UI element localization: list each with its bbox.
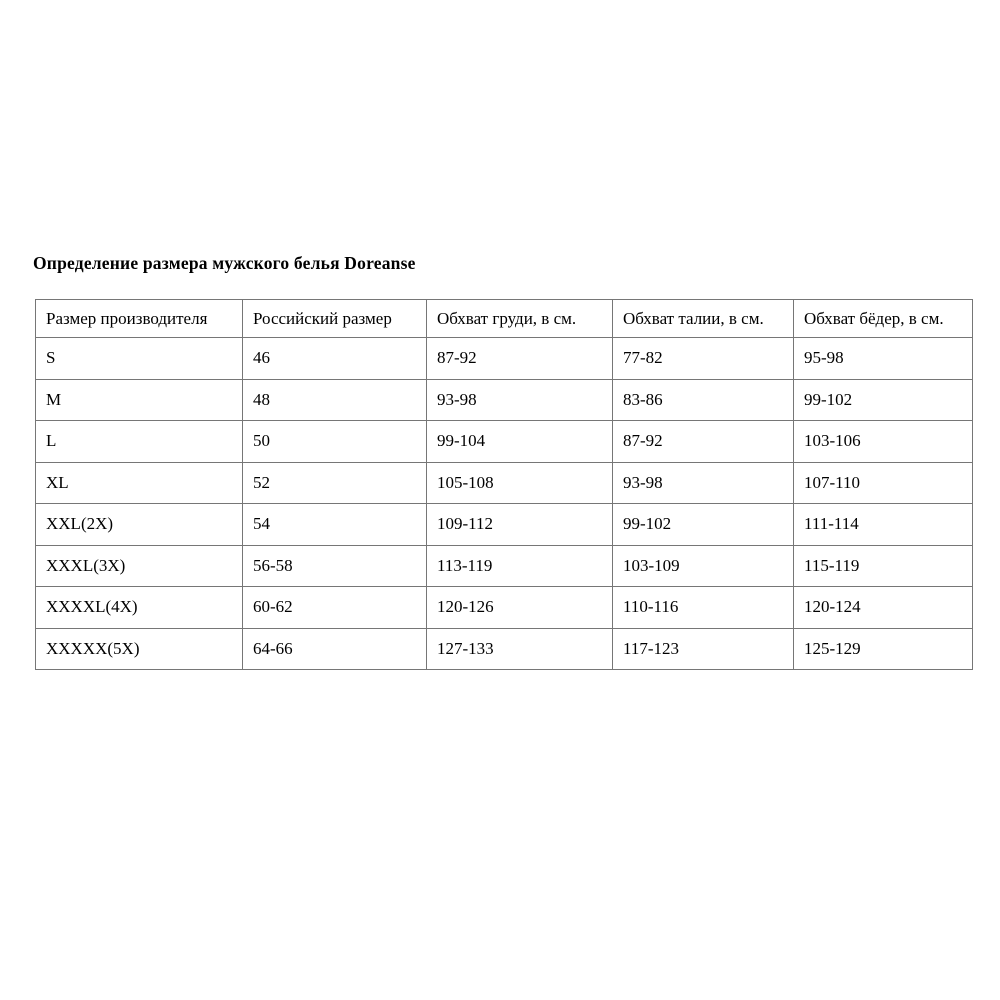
column-header-manufacturer-size: Размер производителя (36, 300, 243, 338)
table-row (36, 545, 973, 587)
page-title: Определение размера мужского белья Doreanse (33, 253, 416, 273)
cell-chest: 109-112 (427, 504, 613, 546)
cell-hips: 120-124 (794, 587, 973, 629)
cell-waist: 110-116 (613, 587, 794, 629)
cell-russian-size: 50 (243, 421, 427, 463)
cell-hips: 111-114 (794, 504, 973, 546)
cell-manufacturer-size: XXXXX(5X) (36, 628, 243, 670)
column-header-russian-size: Российский размер (243, 300, 427, 338)
table-header-row (36, 300, 973, 338)
cell-manufacturer-size: L (36, 421, 243, 463)
cell-manufacturer-size: M (36, 379, 243, 421)
cell-manufacturer-size: XXL(2X) (36, 504, 243, 546)
cell-chest: 120-126 (427, 587, 613, 629)
cell-waist: 93-98 (613, 462, 794, 504)
cell-hips: 103-106 (794, 421, 973, 463)
cell-russian-size: 54 (243, 504, 427, 546)
cell-manufacturer-size: XL (36, 462, 243, 504)
table-row (36, 379, 973, 421)
cell-russian-size: 46 (243, 338, 427, 380)
cell-waist: 117-123 (613, 628, 794, 670)
table-row (36, 504, 973, 546)
cell-waist: 103-109 (613, 545, 794, 587)
cell-hips: 115-119 (794, 545, 973, 587)
cell-manufacturer-size: S (36, 338, 243, 380)
cell-chest: 87-92 (427, 338, 613, 380)
cell-hips: 107-110 (794, 462, 973, 504)
table-row (36, 421, 973, 463)
cell-russian-size: 48 (243, 379, 427, 421)
cell-manufacturer-size: XXXXL(4X) (36, 587, 243, 629)
cell-hips: 125-129 (794, 628, 973, 670)
table-row (36, 628, 973, 670)
cell-manufacturer-size: XXXL(3X) (36, 545, 243, 587)
cell-chest: 113-119 (427, 545, 613, 587)
cell-hips: 95-98 (794, 338, 973, 380)
cell-waist: 99-102 (613, 504, 794, 546)
cell-chest: 127-133 (427, 628, 613, 670)
cell-russian-size: 64-66 (243, 628, 427, 670)
cell-chest: 93-98 (427, 379, 613, 421)
cell-russian-size: 60-62 (243, 587, 427, 629)
cell-waist: 77-82 (613, 338, 794, 380)
table-row (36, 462, 973, 504)
size-chart-table (35, 299, 973, 670)
cell-waist: 87-92 (613, 421, 794, 463)
cell-waist: 83-86 (613, 379, 794, 421)
cell-chest: 99-104 (427, 421, 613, 463)
cell-hips: 99-102 (794, 379, 973, 421)
table-row (36, 587, 973, 629)
column-header-chest: Обхват груди, в см. (427, 300, 613, 338)
cell-russian-size: 56-58 (243, 545, 427, 587)
column-header-hips: Обхват бёдер, в см. (794, 300, 973, 338)
table-row (36, 338, 973, 380)
cell-russian-size: 52 (243, 462, 427, 504)
column-header-waist: Обхват талии, в см. (613, 300, 794, 338)
cell-chest: 105-108 (427, 462, 613, 504)
